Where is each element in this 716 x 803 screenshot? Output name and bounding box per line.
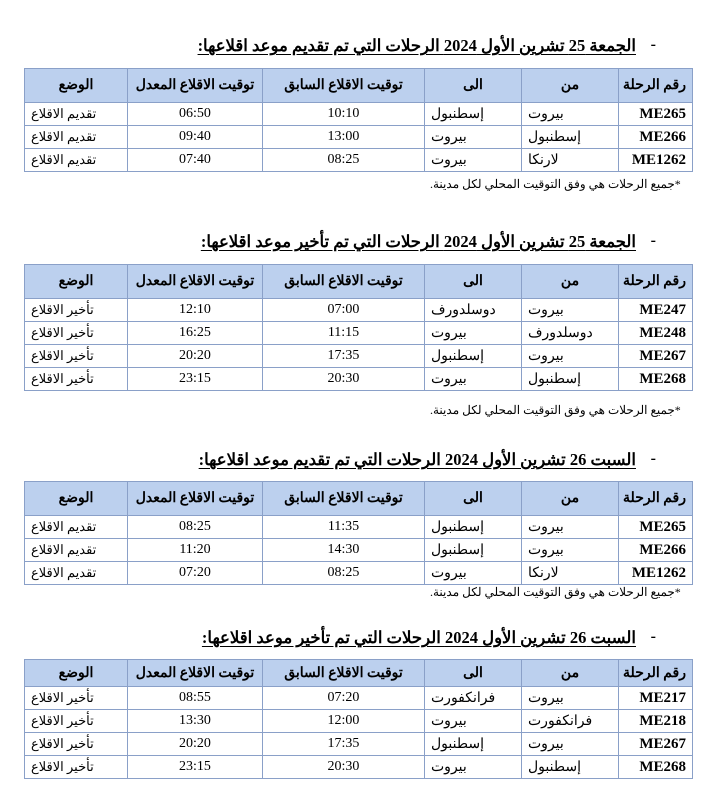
cell-to: بيروت xyxy=(425,710,522,733)
section-dash: - xyxy=(650,232,656,249)
cell-to: بيروت xyxy=(425,368,522,391)
cell-prev-time: 14:30 xyxy=(263,539,425,562)
cell-from: بيروت xyxy=(522,103,619,126)
cell-flight: ME1262 xyxy=(619,562,693,585)
cell-status: تقديم الاقلاع xyxy=(25,126,128,149)
cell-prev-time: 07:00 xyxy=(263,299,425,322)
header-new-time: توقيت الاقلاع المعدل xyxy=(128,482,263,516)
cell-prev-time: 11:15 xyxy=(263,322,425,345)
section-title: السبت 26 تشرين الأول 2024 الرحلات التي تم تأخير موعد اقلاعها: xyxy=(201,628,636,647)
section-dash: - xyxy=(650,628,656,645)
cell-new-time: 06:50 xyxy=(128,103,263,126)
cell-new-time: 07:20 xyxy=(128,562,263,585)
table-row xyxy=(25,516,693,539)
cell-flight: ME265 xyxy=(619,103,693,126)
cell-prev-time: 17:35 xyxy=(263,733,425,756)
cell-flight: ME265 xyxy=(619,516,693,539)
table-row xyxy=(25,149,693,172)
cell-prev-time: 13:00 xyxy=(263,126,425,149)
cell-new-time: 09:40 xyxy=(128,126,263,149)
cell-flight: ME268 xyxy=(619,756,693,779)
cell-to: دوسلدورف xyxy=(425,299,522,322)
header-from: من xyxy=(522,482,619,516)
cell-from: بيروت xyxy=(522,345,619,368)
cell-to: بيروت xyxy=(425,562,522,585)
cell-status: تقديم الاقلاع xyxy=(25,149,128,172)
timezone-note: *جميع الرحلات هي وفق التوقيت المحلي لكل مدينة. xyxy=(430,403,681,417)
header-to: الى xyxy=(425,660,522,687)
header-from: من xyxy=(522,265,619,299)
cell-new-time: 11:20 xyxy=(128,539,263,562)
section-dash: - xyxy=(650,450,656,467)
table-row xyxy=(25,539,693,562)
header-new-time: توقيت الاقلاع المعدل xyxy=(128,69,263,103)
header-status: الوضع xyxy=(25,69,128,103)
table-row xyxy=(25,733,693,756)
cell-new-time: 20:20 xyxy=(128,345,263,368)
section-title: الجمعة 25 تشرين الأول 2024 الرحلات التي تم تقديم موعد اقلاعها: xyxy=(197,36,636,55)
header-status: الوضع xyxy=(25,482,128,516)
cell-flight: ME217 xyxy=(619,687,693,710)
flights-table xyxy=(24,68,693,172)
table-header-row xyxy=(25,265,693,299)
header-flight: رقم الرحلة xyxy=(619,265,693,299)
cell-status: تقديم الاقلاع xyxy=(25,103,128,126)
cell-to: إسطنبول xyxy=(425,345,522,368)
header-flight: رقم الرحلة xyxy=(619,660,693,687)
cell-status: تأخير الاقلاع xyxy=(25,345,128,368)
cell-flight: ME247 xyxy=(619,299,693,322)
header-flight: رقم الرحلة xyxy=(619,482,693,516)
header-status: الوضع xyxy=(25,660,128,687)
table-row xyxy=(25,345,693,368)
cell-flight: ME248 xyxy=(619,322,693,345)
header-prev-time: توقيت الاقلاع السابق xyxy=(263,482,425,516)
section-title: الجمعة 25 تشرين الأول 2024 الرحلات التي تم تأخير موعد اقلاعها: xyxy=(200,232,636,251)
cell-flight: ME267 xyxy=(619,345,693,368)
header-to: الى xyxy=(425,265,522,299)
cell-prev-time: 07:20 xyxy=(263,687,425,710)
cell-status: تأخير الاقلاع xyxy=(25,687,128,710)
cell-status: تأخير الاقلاع xyxy=(25,733,128,756)
header-new-time: توقيت الاقلاع المعدل xyxy=(128,660,263,687)
cell-from: بيروت xyxy=(522,733,619,756)
cell-flight: ME266 xyxy=(619,539,693,562)
cell-new-time: 16:25 xyxy=(128,322,263,345)
cell-prev-time: 17:35 xyxy=(263,345,425,368)
cell-new-time: 07:40 xyxy=(128,149,263,172)
header-to: الى xyxy=(425,482,522,516)
cell-status: تقديم الاقلاع xyxy=(25,539,128,562)
cell-from: إسطنبول xyxy=(522,368,619,391)
cell-status: تقديم الاقلاع xyxy=(25,516,128,539)
table-header-row xyxy=(25,482,693,516)
cell-from: بيروت xyxy=(522,539,619,562)
cell-status: تأخير الاقلاع xyxy=(25,756,128,779)
cell-status: تقديم الاقلاع xyxy=(25,562,128,585)
cell-prev-time: 08:25 xyxy=(263,562,425,585)
cell-status: تأخير الاقلاع xyxy=(25,322,128,345)
table-row xyxy=(25,368,693,391)
cell-new-time: 12:10 xyxy=(128,299,263,322)
table-row xyxy=(25,103,693,126)
timezone-note: *جميع الرحلات هي وفق التوقيت المحلي لكل مدينة. xyxy=(430,177,681,191)
header-from: من xyxy=(522,69,619,103)
cell-status: تأخير الاقلاع xyxy=(25,710,128,733)
cell-flight: ME267 xyxy=(619,733,693,756)
cell-flight: ME1262 xyxy=(619,149,693,172)
table-row xyxy=(25,299,693,322)
section-title: السبت 26 تشرين الأول 2024 الرحلات التي تم تقديم موعد اقلاعها: xyxy=(198,450,636,469)
cell-flight: ME218 xyxy=(619,710,693,733)
cell-prev-time: 12:00 xyxy=(263,710,425,733)
cell-from: بيروت xyxy=(522,516,619,539)
flights-table xyxy=(24,481,693,585)
table-row xyxy=(25,562,693,585)
cell-from: فرانكفورت xyxy=(522,710,619,733)
cell-prev-time: 11:35 xyxy=(263,516,425,539)
cell-prev-time: 20:30 xyxy=(263,368,425,391)
header-status: الوضع xyxy=(25,265,128,299)
flights-table xyxy=(24,659,693,779)
header-to: الى xyxy=(425,69,522,103)
cell-new-time: 13:30 xyxy=(128,710,263,733)
cell-to: إسطنبول xyxy=(425,516,522,539)
section-dash: - xyxy=(650,36,656,53)
cell-status: تأخير الاقلاع xyxy=(25,299,128,322)
header-prev-time: توقيت الاقلاع السابق xyxy=(263,660,425,687)
header-prev-time: توقيت الاقلاع السابق xyxy=(263,265,425,299)
cell-from: بيروت xyxy=(522,687,619,710)
cell-prev-time: 10:10 xyxy=(263,103,425,126)
cell-status: تأخير الاقلاع xyxy=(25,368,128,391)
cell-to: فرانكفورت xyxy=(425,687,522,710)
cell-to: بيروت xyxy=(425,322,522,345)
cell-prev-time: 08:25 xyxy=(263,149,425,172)
flights-table xyxy=(24,264,693,391)
cell-from: بيروت xyxy=(522,299,619,322)
table-row xyxy=(25,756,693,779)
cell-to: إسطنبول xyxy=(425,103,522,126)
table-row xyxy=(25,126,693,149)
header-flight: رقم الرحلة xyxy=(619,69,693,103)
cell-flight: ME266 xyxy=(619,126,693,149)
cell-from: إسطنبول xyxy=(522,126,619,149)
cell-from: دوسلدورف xyxy=(522,322,619,345)
cell-from: إسطنبول xyxy=(522,756,619,779)
cell-new-time: 23:15 xyxy=(128,368,263,391)
header-from: من xyxy=(522,660,619,687)
cell-to: إسطنبول xyxy=(425,733,522,756)
cell-new-time: 23:15 xyxy=(128,756,263,779)
cell-new-time: 08:55 xyxy=(128,687,263,710)
table-header-row xyxy=(25,660,693,687)
table-row xyxy=(25,322,693,345)
table-row xyxy=(25,710,693,733)
cell-prev-time: 20:30 xyxy=(263,756,425,779)
cell-to: بيروت xyxy=(425,126,522,149)
cell-to: إسطنبول xyxy=(425,539,522,562)
header-prev-time: توقيت الاقلاع السابق xyxy=(263,69,425,103)
cell-from: لارنكا xyxy=(522,149,619,172)
cell-to: بيروت xyxy=(425,149,522,172)
table-row xyxy=(25,687,693,710)
cell-new-time: 08:25 xyxy=(128,516,263,539)
cell-to: بيروت xyxy=(425,756,522,779)
cell-from: لارنكا xyxy=(522,562,619,585)
table-header-row xyxy=(25,69,693,103)
cell-flight: ME268 xyxy=(619,368,693,391)
timezone-note: *جميع الرحلات هي وفق التوقيت المحلي لكل مدينة. xyxy=(430,585,681,599)
header-new-time: توقيت الاقلاع المعدل xyxy=(128,265,263,299)
cell-new-time: 20:20 xyxy=(128,733,263,756)
